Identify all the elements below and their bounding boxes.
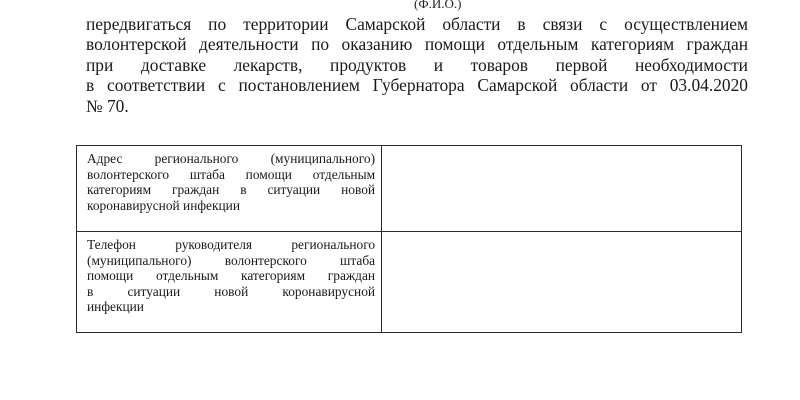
phone-value-cell[interactable] bbox=[382, 232, 742, 333]
address-value-cell[interactable] bbox=[382, 146, 742, 232]
address-label-cell bbox=[77, 146, 382, 232]
table-row bbox=[77, 232, 742, 333]
body-paragraph bbox=[86, 14, 748, 116]
label-line: в ситуации новой коронавирусной bbox=[87, 283, 376, 299]
paragraph-line: в соответствии с постановлением Губернатора Самарской области от 03.04.2020 bbox=[86, 75, 748, 96]
paragraph-line: при доставке лекарств, продуктов и товаров первой необходимости bbox=[86, 54, 748, 75]
label-line: (муниципального) волонтерского штаба bbox=[87, 252, 376, 268]
address-label bbox=[87, 151, 375, 213]
paragraph-line: волонтерской деятельности по оказанию помощи отдельным категориям граждан bbox=[86, 34, 748, 55]
info-table bbox=[76, 145, 742, 333]
label-line: помощи отдельным категориям граждан bbox=[87, 268, 376, 284]
paragraph-line: передвигаться по территории Самарской области в связи с осуществлением bbox=[86, 14, 748, 34]
label-line: Адрес регионального (муниципального) bbox=[87, 151, 376, 166]
paragraph-line: № 70. bbox=[86, 95, 129, 116]
phone-label bbox=[87, 237, 375, 315]
table-row bbox=[77, 146, 742, 232]
label-line: коронавирусной инфекции bbox=[87, 197, 240, 213]
label-line: категориям граждан в ситуации новой bbox=[87, 182, 376, 198]
label-line: волонтерского штаба помощи отдельным bbox=[87, 166, 376, 182]
fio-caption: (Ф.И.О.) bbox=[414, 0, 462, 11]
label-line: Телефон руководителя регионального bbox=[87, 237, 376, 252]
label-line: инфекции bbox=[87, 299, 144, 315]
phone-label-cell bbox=[77, 232, 382, 333]
